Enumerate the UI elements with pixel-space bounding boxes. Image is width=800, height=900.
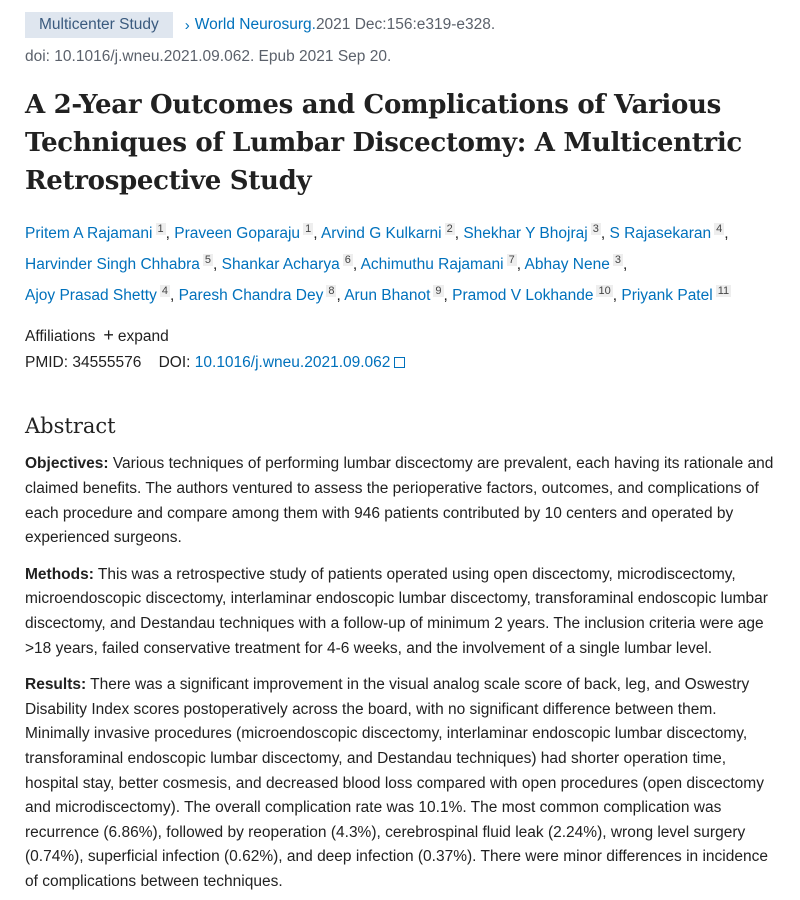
external-link-icon[interactable] (394, 357, 405, 368)
citation-header (25, 12, 775, 38)
affiliation-number[interactable]: 8 (328, 285, 335, 298)
doi-label: DOI: (158, 354, 191, 372)
affiliation-number[interactable]: 2 (446, 223, 453, 235)
affiliation-number[interactable]: 10 (598, 285, 611, 298)
author-link[interactable]: S Rajasekaran (609, 225, 712, 243)
chevron-right-icon: › (184, 16, 190, 34)
abstract-body (25, 452, 775, 894)
affiliation-number[interactable]: 11 (717, 285, 730, 298)
affiliations-label: Affiliations (25, 328, 96, 346)
affiliation-number[interactable]: 4 (161, 285, 168, 298)
section-label: Objectives: (25, 455, 109, 473)
author-link[interactable]: Pramod V Lokhande (452, 287, 594, 305)
affiliation-number[interactable]: 1 (305, 223, 312, 235)
affiliation-number[interactable]: 4 (716, 223, 723, 235)
author-link[interactable]: Harvinder Singh Chhabra (25, 256, 200, 274)
journal-link[interactable]: World Neurosurg. (194, 16, 316, 33)
abstract-results (25, 673, 775, 894)
affiliation-number[interactable]: 5 (204, 254, 212, 267)
pmid-label: PMID: (25, 354, 69, 372)
section-label: Results: (25, 676, 87, 694)
author-link[interactable]: Paresh Chandra Dey (178, 287, 324, 305)
author-list: Pritem A Rajamani $^1$ , Praveen Goparaju $^1$ , Arvind G Kulkarni $^2$ , Shekhar Y Bhojraj $^3$ , S Rajasekaran $^4$ , Harvinder Singh Chhabra $^5$ , Shankar Acharya $^6$ , Achimuthu Rajamani $^7$ , Abhay Nene $^3$ , Ajoy Prasad Shetty $^4$ , Paresh Chandra Dey $^8$ , Arun Bhanot $^9$ , Pramod V Lokhande $^{10}$ , Priyank Patel $^{11}$ (25, 223, 730, 305)
abstract-heading: Abstract (25, 414, 116, 439)
section-text: Various techniques of performing lumbar discectomy are prevalent, each having its rationale and claimed benefits. The authors ventured to assess the perioperative factors, outcomes, and complications of each procedure and compare among them with 946 patients contributed by 10 centers and operated by experienced surgeons. (25, 455, 774, 547)
affiliation-number[interactable]: 1 (157, 223, 164, 235)
author-link[interactable]: Arvind G Kulkarni (320, 225, 442, 243)
expand-label[interactable]: expand (117, 328, 169, 346)
section-label: Methods: (25, 565, 94, 583)
identifiers (25, 354, 775, 372)
citation-details: 2021 Dec:156:e319-e328. (315, 16, 496, 33)
author-link[interactable]: Abhay Nene (524, 256, 610, 274)
affiliation-number[interactable]: 9 (435, 285, 442, 298)
author-link[interactable]: Praveen Goparaju (174, 225, 301, 243)
author-link[interactable]: Achimuthu Rajamani (360, 256, 504, 274)
doi-link[interactable]: 10.1016/j.wneu.2021.09.062 (194, 354, 391, 372)
affiliation-number[interactable]: 3 (592, 223, 599, 235)
author-link[interactable]: Priyank Patel (621, 287, 713, 305)
author-link[interactable]: Shankar Acharya (221, 256, 340, 274)
publication-type-badge: Multicenter Study (25, 12, 173, 38)
affiliation-number[interactable]: 7 (508, 254, 515, 267)
plus-icon: + (103, 325, 114, 346)
author-link[interactable]: Ajoy Prasad Shetty (25, 287, 157, 305)
pmid-value: 34555576 (72, 354, 142, 372)
article-title: A 2-Year Outcomes and Complications of Various Techniques of Lumbar Discectomy: A Multicentric Retrospective Study (25, 90, 742, 196)
affiliation-number[interactable]: 6 (344, 254, 351, 267)
author-link[interactable]: Shekhar Y Bhojraj (463, 225, 588, 243)
affiliations-toggle[interactable] (25, 325, 775, 346)
section-text: This was a retrospective study of patients operated using open discectomy, microdiscectomy, microendoscopic discectomy, interlaminar endoscopic lumbar discectomy, transforaminal endoscopic lumbar discectomy, and Destandau techniques with a follow-up of minimum 2 years. The inclusion criteria were age >18 years, failed conservative treatment for 4-6 weeks, and the involvement of a single lumbar level. (25, 565, 768, 657)
author-link[interactable]: Arun Bhanot (344, 287, 431, 305)
abstract-objectives (25, 452, 775, 550)
doi-epub-line: doi: 10.1016/j.wneu.2021.09.062. Epub 2021 Sep 20. (25, 48, 392, 65)
section-text: There was a significant improvement in the visual analog scale score of back, leg, and Oswestry Disability Index scores postoperatively across the board, with no significant difference between them. Minimally invasive procedures (microendoscopic discectomy, interlaminar endoscopic lumbar discectomy, transforaminal endoscopic lumbar discectomy, and Destandau techniques) had shorter operation time, hospital stay, better cosmesis, and decreased blood loss compared with open procedures (open discectomy and microdiscectomy). The overall complication rate was 10.1%. The most common complication was recurrence (6.86%), followed by reoperation (4.3%), cerebrospinal fluid leak (2.24%), wrong level surgery (0.74%), superficial infection (0.62%), and deep infection (0.37%). There were minor differences in incidence of complications between techniques. (25, 676, 768, 890)
author-link[interactable]: Pritem A Rajamani (25, 225, 153, 243)
affiliation-number[interactable]: 3 (614, 254, 621, 267)
abstract-methods (25, 563, 775, 661)
